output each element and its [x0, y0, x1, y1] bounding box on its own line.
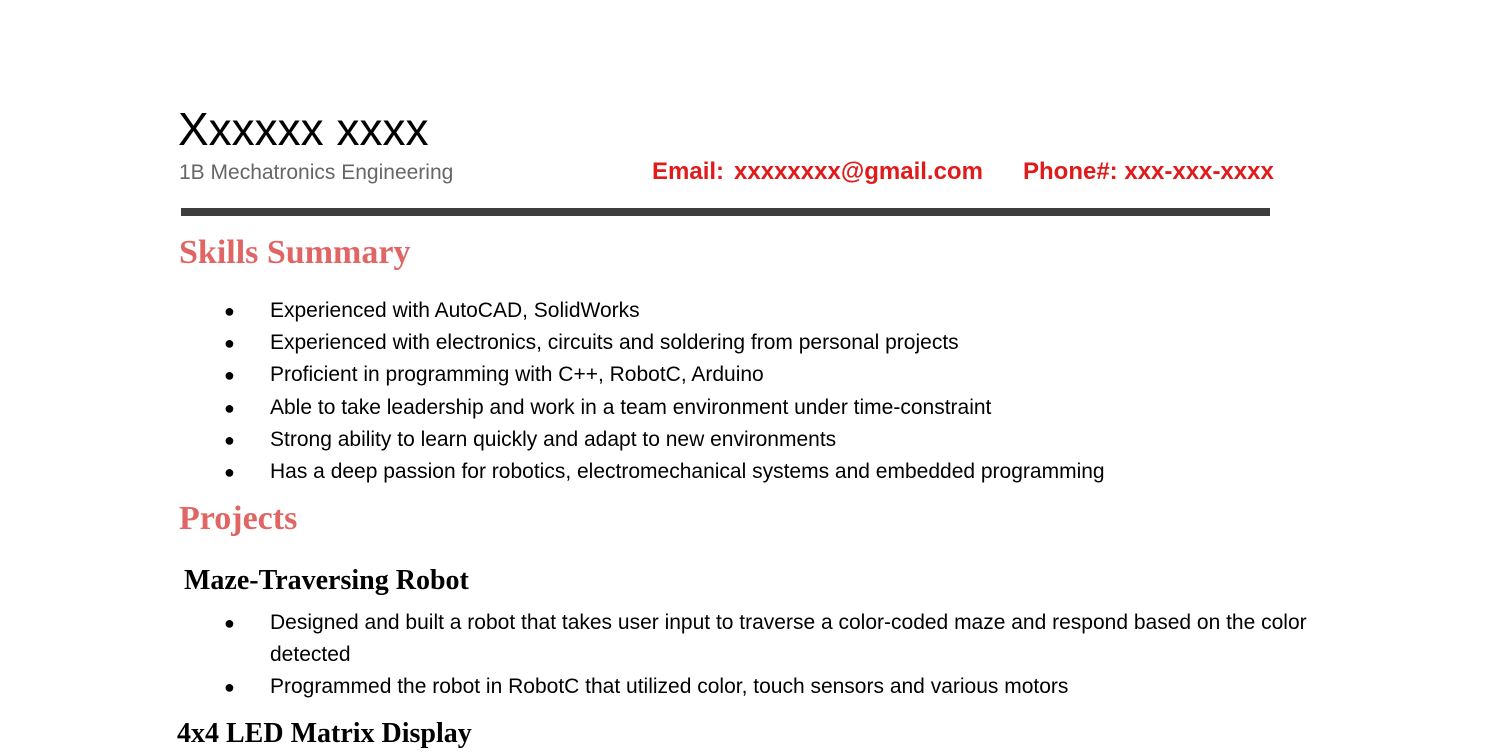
list-item [0, 607, 1310, 671]
skills-list [0, 295, 1310, 488]
bullet-icon: ● [224, 429, 235, 450]
list-item [0, 424, 1310, 456]
bullet-icon: ● [224, 365, 235, 386]
skill-text: Experienced with AutoCAD, SolidWorks [270, 299, 640, 322]
phone-label: Phone#: [1023, 158, 1118, 185]
list-item [0, 359, 1310, 391]
bullet-icon: ● [224, 301, 235, 321]
header-divider [181, 208, 1270, 216]
phone-contact [1023, 156, 1274, 188]
project-title-led-matrix: 4x4 LED Matrix Display [177, 718, 472, 749]
list-item [0, 327, 1310, 359]
skill-text: Proficient in programming with C++, RobotC, Arduino [270, 363, 764, 387]
candidate-name: Xxxxxx xxxx [178, 103, 429, 155]
bullet-icon: ● [224, 613, 235, 633]
skill-text: Strong ability to learn quickly and adapt to new environments [270, 427, 837, 451]
project-bullet-text: Programmed the robot in RobotC that utilized color, touch sensors and various motors [270, 675, 1069, 699]
maze-robot-bullets [0, 607, 1310, 704]
phone-value: xxx-xxx-xxxx [1124, 158, 1274, 185]
email-contact [652, 156, 983, 188]
email-label: Email: [652, 158, 725, 185]
email-value[interactable]: xxxxxxxx@gmail.com [734, 158, 983, 185]
list-item [0, 456, 1310, 488]
skill-text: Has a deep passion for robotics, electromechanical systems and embedded programming [270, 460, 1105, 484]
list-item [0, 671, 1310, 703]
skills-section-title: Skills Summary [179, 234, 411, 271]
project-title-maze-robot: Maze-Traversing Robot [184, 565, 469, 596]
list-item [0, 295, 1310, 327]
bullet-icon: ● [224, 677, 235, 698]
bullet-icon: ● [224, 462, 235, 483]
program-subtitle: 1B Mechatronics Engineering [179, 161, 454, 184]
bullet-icon: ● [224, 397, 235, 418]
skill-text: Experienced with electronics, circuits and soldering from personal projects [270, 331, 959, 355]
skill-text: Able to take leadership and work in a team environment under time-constraint [270, 395, 992, 419]
projects-section-title: Projects [179, 500, 298, 537]
project-bullet-text: Designed and built a robot that takes user input to traverse a color-coded maze and respond based on the color detected [270, 611, 1307, 667]
list-item [0, 392, 1310, 424]
bullet-icon: ● [224, 333, 235, 354]
